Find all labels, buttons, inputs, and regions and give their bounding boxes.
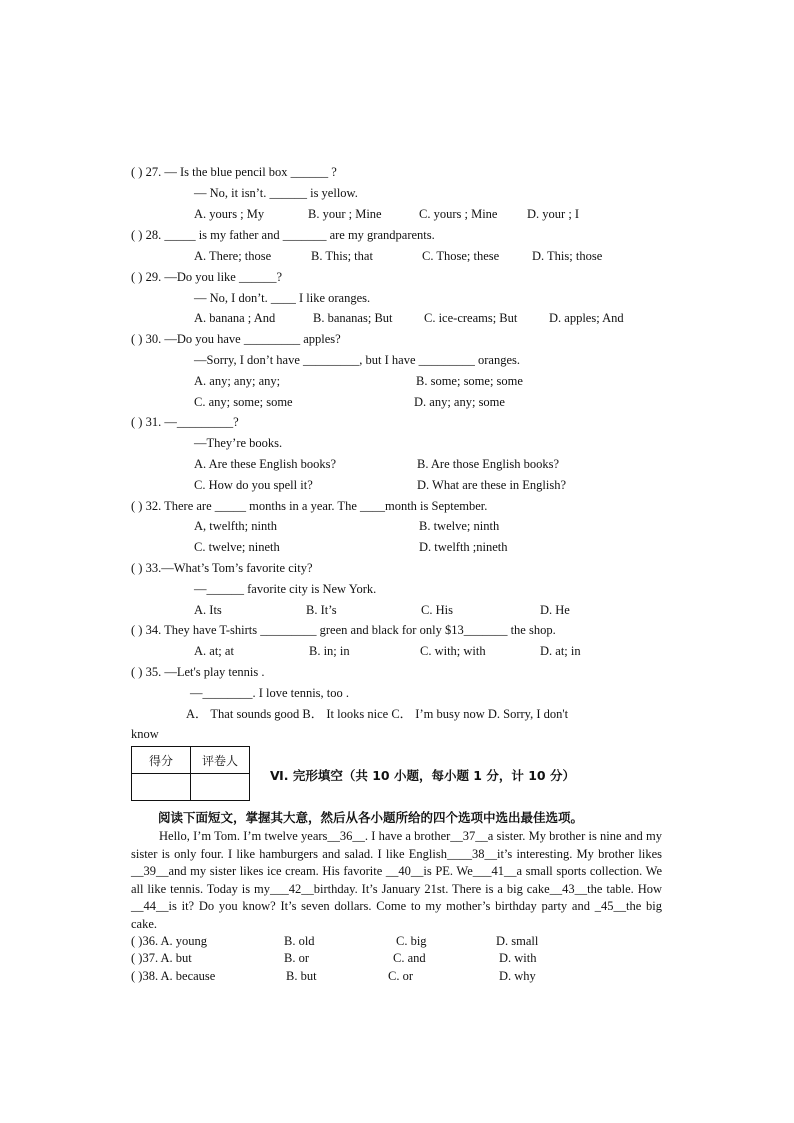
option-34-b: B. in; in (309, 644, 350, 658)
option-28-a: A. There; those (194, 249, 272, 263)
score-label: 得分 (132, 747, 191, 774)
score-cell (132, 774, 191, 801)
option-34-c: C. with; with (420, 644, 486, 658)
cloze-38-d: D. why (499, 969, 536, 983)
option-33-a: A. Its (194, 603, 222, 617)
cloze-36-stem: ( )36. A. young (131, 934, 208, 948)
option-33-c: C. His (421, 603, 453, 617)
question-28-stem: ( ) 28. _____ is my father and _______ are my grandparents. (131, 228, 435, 242)
question-31-stem: ( ) 31. —_________? (131, 415, 239, 429)
option-27-b: B. your ; Mine (308, 207, 382, 221)
option-34-d: D. at; in (540, 644, 581, 658)
question-33-stem: ( ) 33.—What’s Tom’s favorite city? (131, 561, 313, 575)
question-27-line2: — No, it isn’t. ______ is yellow. (194, 186, 358, 200)
option-27-a: A. yours ; My (194, 207, 265, 221)
option-34-a: A. at; at (194, 644, 234, 658)
option-33-d: D. He (540, 603, 570, 617)
cloze-37-c: C. and (393, 951, 426, 965)
option-29-d: D. apples; And (549, 311, 624, 325)
question-31-line2: —They’re books. (194, 436, 283, 450)
cloze-36-c: C. big (396, 934, 427, 948)
option-27-c: C. yours ; Mine (419, 207, 498, 221)
option-35-wrap: know (131, 727, 159, 741)
option-31-d: D. What are these in English? (417, 478, 567, 492)
option-30-d: D. any; any; some (414, 395, 505, 409)
question-35-stem: ( ) 35. —Let's play tennis . (131, 665, 265, 679)
option-28-b: B. This; that (311, 249, 373, 263)
question-33-line2: —______ favorite city is New York. (194, 582, 377, 596)
option-29-c: C. ice-creams; But (424, 311, 518, 325)
score-table (131, 746, 250, 801)
section-instruction: 阅读下面短文，掌握其大意，然后从各小题所给的四个选项中选出最佳选项。 (158, 810, 584, 825)
option-33-b: B. It’s (306, 603, 337, 617)
question-30-line2: —Sorry, I don’t have _________, but I have _________ oranges. (194, 353, 520, 367)
option-31-c: C. How do you spell it? (194, 478, 313, 492)
cloze-38-b: B. but (286, 969, 317, 983)
option-32-a: A, twelfth; ninth (194, 519, 277, 533)
option-28-d: D. This; those (532, 249, 603, 263)
grader-cell (191, 774, 250, 801)
question-30-stem: ( ) 30. —Do you have _________ apples? (131, 332, 341, 346)
cloze-36-d: D. small (496, 934, 539, 948)
option-29-a: A. banana ; And (194, 311, 276, 325)
option-32-b: B. twelve; ninth (419, 519, 500, 533)
option-32-d: D. twelfth ;nineth (419, 540, 508, 554)
question-34-stem: ( ) 34. They have T-shirts _________ green and black for only $13_______ the shop. (131, 623, 556, 637)
grader-label: 评卷人 (191, 747, 250, 774)
question-29-line2: — No, I don’t. ____ I like oranges. (194, 291, 371, 305)
option-35-row: A． That sounds good B． It looks nice C． I’m busy now D. Sorry, I don't (186, 707, 569, 721)
option-30-a: A. any; any; any; (194, 374, 281, 388)
option-32-c: C. twelve; nineth (194, 540, 280, 554)
cloze-passage (131, 828, 662, 933)
option-31-b: B. Are those English books? (417, 457, 560, 471)
section-title: Ⅵ. 完形填空（共 10 小题，每小题 1 分，计 10 分） (270, 768, 575, 783)
option-30-c: C. any; some; some (194, 395, 293, 409)
question-35-line2: —________. I love tennis, too . (190, 686, 350, 700)
cloze-36-b: B. old (284, 934, 315, 948)
cloze-38-c: C. or (388, 969, 413, 983)
cloze-37-b: B. or (284, 951, 309, 965)
passage-text: Hello, I’m Tom. I’m twelve years__36__. I have a brother__37__a sister. My brother is nine and my sister is only four. I like hamburgers and salad. I like English____38__it’s interesting. My brother likes __39__and my sister likes ice cream. His favorite __40__is PE. We___41__a small sports collection. We all like tennis. Today is my___42__birthday. It’s January 21st. There is a big cake__43__the table. How __44__is it? Do you know? It’s seven dollars. Come to my mother’s birthday party and _45__the big cake. (131, 829, 662, 931)
question-32-stem: ( ) 32. There are _____ months in a year. The ____month is September. (131, 499, 488, 513)
option-29-b: B. bananas; But (313, 311, 393, 325)
question-27-stem: ( ) 27. — Is the blue pencil box ______ ? (131, 165, 337, 179)
cloze-38-stem: ( )38. A. because (131, 969, 216, 983)
cloze-37-d: D. with (499, 951, 537, 965)
option-27-d: D. your ; I (527, 207, 580, 221)
option-31-a: A. Are these English books? (194, 457, 336, 471)
option-28-c: C. Those; these (422, 249, 500, 263)
question-29-stem: ( ) 29. —Do you like ______? (131, 270, 283, 284)
cloze-37-stem: ( )37. A. but (131, 951, 192, 965)
option-30-b: B. some; some; some (416, 374, 523, 388)
